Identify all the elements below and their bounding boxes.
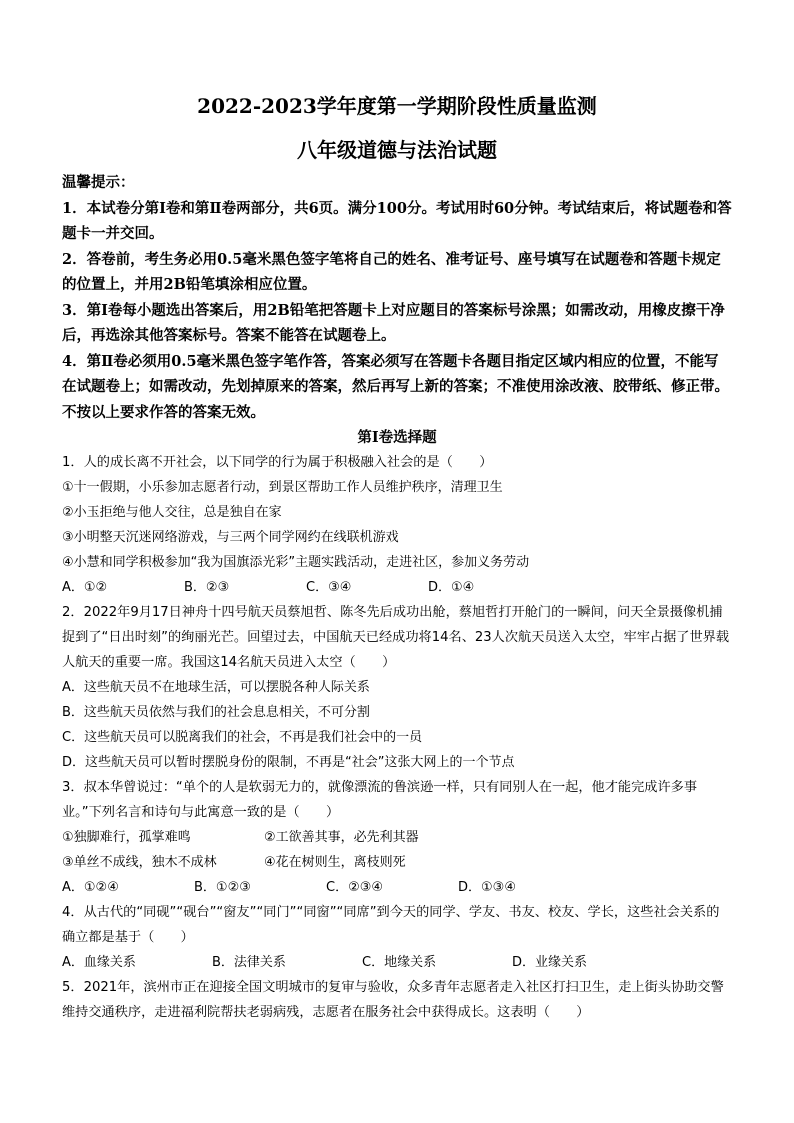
- option-a: A．①②④: [62, 880, 119, 895]
- option-a: A．①②: [62, 580, 108, 595]
- statement-item: ④花在树则生，离枝则死: [264, 855, 406, 870]
- option-d: D．这些航天员可以暂时摆脱身份的限制，不再是“社会”这张大网上的一个节点: [62, 755, 515, 770]
- option-d: D．①③④: [458, 880, 516, 895]
- statement-item: ③小明整天沉迷网络游戏，与三两个同学网约在线联机游戏: [62, 530, 399, 545]
- notice-item-4: 4．第Ⅱ卷必须用0.5毫米黑色签字笔作答，答案必须写在答题卡各题目指定区域内相应的位置，不能写在试题卷上；如需改动，先划掉原来的答案，然后再写上新的答案；不准使用涂改液、胶带纸、修正带。不按以上要求作答的答案无效。: [62, 352, 729, 421]
- statement-row: [62, 825, 732, 850]
- answer-options: [62, 575, 732, 600]
- statement-item: ③单丝不成线，独木不成林: [62, 855, 217, 870]
- option-d: D．①④: [428, 580, 475, 595]
- statement-item: ①独脚难行，孤掌难鸣: [62, 830, 191, 845]
- option-b: B．这些航天员依然与我们的社会息息相关，不可分割: [62, 705, 370, 720]
- option-c: C．这些航天员可以脱离我们的社会，不再是我们社会中的一员: [62, 730, 423, 745]
- option-a: A．这些航天员不在地球生活，可以摆脱各种人际关系: [62, 680, 370, 695]
- question-3: [62, 775, 732, 900]
- notice-item-3: 3．第Ⅰ卷每小题选出答案后，用2B铅笔把答题卡上对应题目的答案标号涂黑；如需改动，用橡皮擦干净后，再选涂其他答案标号。答案不能答在试题卷上。: [62, 301, 725, 344]
- option-b: B．②③: [184, 580, 230, 595]
- option-c: C．②③④: [326, 880, 384, 895]
- question-stem: 1．人的成长离不开社会，以下同学的行为属于积极融入社会的是（ ）: [62, 455, 493, 470]
- notice-block: [62, 170, 732, 425]
- statement-row: [62, 850, 732, 875]
- question-1: [62, 450, 732, 600]
- question-stem: 3．叔本华曾说过：“单个的人是软弱无力的，就像漂流的鲁滨逊一样，只有同别人在一起，他才能完成许多事业。”下列名言和诗句与此寓意一致的是（ ）: [62, 780, 698, 820]
- question-stem: 2．2022年9月17日神舟十四号航天员蔡旭哲、陈冬先后成功出舱，蔡旭哲打开舱门的一瞬间，问天全景摄像机捕捉到了“日出时刻”的绚丽光芒。回望过去，中国航天已经成功将14名、23人次航天员送入太空，牢牢占据了世界载人航天的重要一席。我国这14名航天员进入太空（ ）: [62, 605, 730, 670]
- option-a: A．血缘关系: [62, 955, 136, 970]
- option-b: B．①②③: [194, 880, 251, 895]
- statement-item: ④小慧和同学积极参加“我为国旗添光彩”主题实践活动，走进社区，参加义务劳动: [62, 555, 530, 570]
- question-2: [62, 600, 732, 775]
- statement-item: ①十一假期，小乐参加志愿者行动，到景区帮助工作人员维护秩序，清理卫生: [62, 480, 503, 495]
- notice-item-1: 1．本试卷分第Ⅰ卷和第Ⅱ卷两部分，共6页。满分100分。考试用时60分钟。考试结束后，将试题卷和答题卡一并交回。: [62, 199, 732, 242]
- statement-item: ②工欲善其事，必先利其器: [264, 830, 419, 845]
- notice-item-2: 2．答卷前，考生务必用0.5毫米黑色签字笔将自己的姓名、准考证号、座号填写在试题卷和答题卡规定的位置上，并用2B铅笔填涂相应位置。: [62, 250, 721, 293]
- option-b: B．法律关系: [212, 955, 286, 970]
- exam-title: 2022-2023学年度第一学期阶段性质量监测: [197, 94, 597, 118]
- exam-subtitle: 八年级道德与法治试题: [297, 138, 497, 162]
- answer-options: [62, 875, 732, 900]
- option-c: C．③④: [306, 580, 352, 595]
- question-4: [62, 900, 732, 975]
- notice-heading: 温馨提示：: [62, 174, 135, 191]
- option-d: D．业缘关系: [512, 955, 588, 970]
- question-5: [62, 975, 732, 1025]
- section-title: 第Ⅰ卷选择题: [357, 429, 437, 446]
- statement-item: ②小玉拒绝与他人交往，总是独自在家: [62, 505, 282, 520]
- exam-page: [62, 92, 732, 1025]
- answer-options: [62, 950, 732, 975]
- question-stem: 4．从古代的“同砚”“砚台”“窗友”“同门”“同窗”“同席”到今天的同学、学友、书友、校友、学长，这些社会关系的确立都是基于（ ）: [62, 905, 720, 945]
- question-stem: 5．2021年，滨州市正在迎接全国文明城市的复审与验收，众多青年志愿者走入社区打扫卫生，走上街头协助交警维持交通秩序，走进福利院帮扶老弱病残，志愿者在服务社会中获得成长。这表明（ ）: [62, 980, 724, 1020]
- option-c: C．地缘关系: [362, 955, 437, 970]
